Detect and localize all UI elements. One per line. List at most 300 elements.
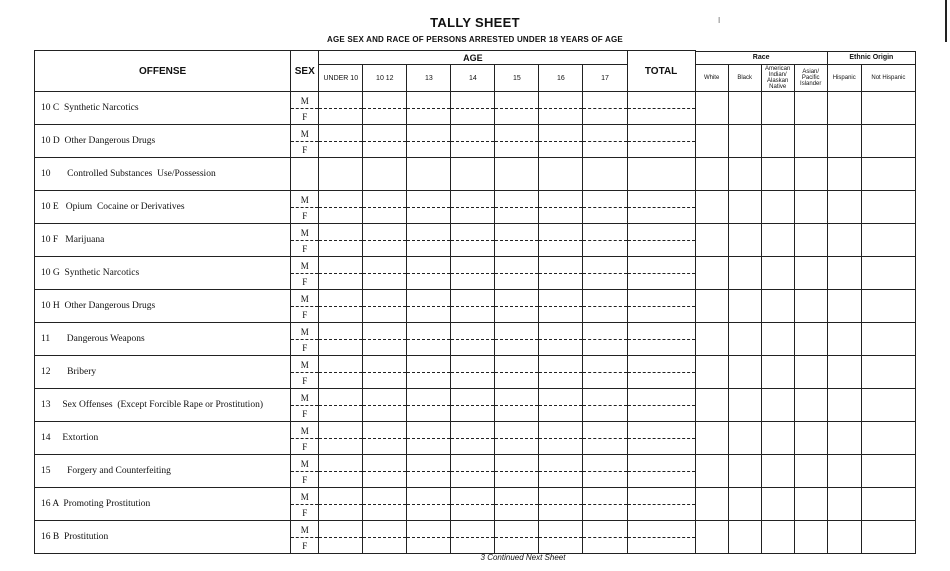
sex-divider	[451, 108, 494, 109]
sex-divider	[539, 372, 582, 373]
race-tally-cell[interactable]	[728, 521, 761, 554]
age-tally-cell[interactable]	[495, 488, 539, 521]
total-tally-cell[interactable]	[627, 422, 695, 455]
race-tally-cell[interactable]	[861, 422, 915, 455]
race-tally-cell[interactable]	[728, 356, 761, 389]
total-tally-cell[interactable]	[627, 158, 695, 191]
sex-divider	[363, 240, 406, 241]
age-tally-cell[interactable]	[583, 356, 627, 389]
race-tally-cell[interactable]	[761, 422, 794, 455]
age-tally-cell[interactable]	[363, 257, 407, 290]
race-tally-cell[interactable]	[794, 488, 827, 521]
race-tally-cell[interactable]	[761, 488, 794, 521]
race-tally-cell[interactable]	[827, 521, 861, 554]
offense-label: 16 A Promoting Prostitution	[35, 488, 291, 521]
sex-divider	[363, 405, 406, 406]
total-tally-cell[interactable]	[627, 455, 695, 488]
age-tally-cell[interactable]	[451, 389, 495, 422]
race-tally-cell[interactable]	[728, 257, 761, 290]
age-tally-cell[interactable]	[583, 323, 627, 356]
sheet-title: TALLY SHEET	[430, 15, 520, 30]
race-tally-cell[interactable]	[761, 290, 794, 323]
sex-divider	[363, 207, 406, 208]
race-tally-cell[interactable]	[794, 356, 827, 389]
offense-label: 13 Sex Offenses (Except Forcible Rape or Prostitution)	[35, 389, 291, 422]
age-tally-cell[interactable]	[451, 224, 495, 257]
race-tally-cell[interactable]	[728, 224, 761, 257]
race-tally-cell[interactable]	[695, 422, 728, 455]
age-tally-cell[interactable]	[583, 488, 627, 521]
race-tally-cell[interactable]	[695, 455, 728, 488]
race-tally-cell[interactable]	[728, 125, 761, 158]
race-tally-cell[interactable]	[728, 323, 761, 356]
age-tally-cell[interactable]	[407, 455, 451, 488]
offense-row	[35, 158, 916, 191]
age-tally-cell[interactable]	[539, 224, 583, 257]
race-tally-cell[interactable]	[827, 257, 861, 290]
age-tally-cell[interactable]	[319, 257, 363, 290]
sex-divider	[363, 504, 406, 505]
sex-divider	[363, 141, 406, 142]
race-tally-cell[interactable]	[728, 488, 761, 521]
race-tally-cell[interactable]	[761, 389, 794, 422]
race-tally-cell[interactable]	[861, 257, 915, 290]
total-tally-cell[interactable]	[627, 389, 695, 422]
sex-divider	[628, 273, 695, 274]
race-tally-cell[interactable]	[695, 389, 728, 422]
sex-divider	[583, 339, 626, 340]
sex-female-label: F	[302, 342, 308, 353]
age-tally-cell[interactable]	[407, 356, 451, 389]
race-tally-cell[interactable]	[827, 191, 861, 224]
age-tally-cell[interactable]	[495, 455, 539, 488]
race-tally-cell[interactable]	[761, 191, 794, 224]
age-tally-cell[interactable]	[495, 125, 539, 158]
sex-male-label: M	[291, 93, 318, 109]
age-tally-cell[interactable]	[583, 257, 627, 290]
age-tally-cell[interactable]	[319, 92, 363, 125]
age-tally-cell[interactable]	[407, 257, 451, 290]
age-tally-cell[interactable]	[539, 356, 583, 389]
age-tally-cell[interactable]	[407, 488, 451, 521]
age-tally-cell[interactable]	[583, 191, 627, 224]
age-tally-cell[interactable]	[451, 356, 495, 389]
race-tally-cell[interactable]	[695, 158, 728, 191]
race-tally-cell[interactable]	[827, 158, 861, 191]
age-tally-cell[interactable]	[539, 488, 583, 521]
race-tally-cell[interactable]	[794, 92, 827, 125]
age-tally-cell[interactable]	[539, 257, 583, 290]
race-tally-cell[interactable]	[761, 455, 794, 488]
age-tally-cell[interactable]	[363, 323, 407, 356]
age-tally-cell[interactable]	[583, 125, 627, 158]
race-tally-cell[interactable]	[794, 257, 827, 290]
total-tally-cell[interactable]	[627, 191, 695, 224]
age-tally-cell[interactable]	[539, 92, 583, 125]
race-tally-cell[interactable]	[695, 323, 728, 356]
sex-divider	[583, 372, 626, 373]
age-tally-cell[interactable]	[363, 158, 407, 191]
sex-divider	[451, 504, 494, 505]
age-tally-cell[interactable]	[407, 224, 451, 257]
sex-divider	[583, 504, 626, 505]
sex-divider	[495, 141, 538, 142]
sex-divider	[539, 339, 582, 340]
sex-divider	[407, 537, 450, 538]
sex-cell	[291, 455, 319, 488]
sex-divider	[539, 240, 582, 241]
continued-note: 3 Continued Next Sheet	[480, 553, 566, 562]
race-tally-cell[interactable]	[861, 158, 915, 191]
sex-divider	[319, 372, 362, 373]
age-tally-cell[interactable]	[495, 356, 539, 389]
race-tally-cell[interactable]	[861, 323, 915, 356]
total-tally-cell[interactable]	[627, 224, 695, 257]
sex-divider	[407, 438, 450, 439]
race-tally-cell[interactable]	[861, 92, 915, 125]
total-tally-cell[interactable]	[627, 488, 695, 521]
age-tally-cell[interactable]	[495, 290, 539, 323]
total-tally-cell[interactable]	[627, 356, 695, 389]
race-tally-cell[interactable]	[861, 455, 915, 488]
age-tally-cell[interactable]	[583, 158, 627, 191]
age-tally-cell[interactable]	[495, 389, 539, 422]
sex-divider	[495, 306, 538, 307]
age-tally-cell[interactable]	[451, 521, 495, 554]
offense-row	[35, 521, 916, 554]
sex-divider	[407, 471, 450, 472]
race-tally-cell[interactable]	[695, 125, 728, 158]
age-tally-cell[interactable]	[451, 323, 495, 356]
age-tally-cell[interactable]	[451, 455, 495, 488]
age-tally-cell[interactable]	[539, 389, 583, 422]
sex-divider	[407, 405, 450, 406]
age-tally-cell[interactable]	[407, 125, 451, 158]
age-tally-cell[interactable]	[539, 422, 583, 455]
sex-cell	[291, 488, 319, 521]
sex-male-label: M	[291, 489, 318, 505]
age-tally-cell[interactable]	[583, 521, 627, 554]
sex-divider	[583, 405, 626, 406]
sex-divider	[495, 372, 538, 373]
sex-divider	[407, 108, 450, 109]
age-tally-cell[interactable]	[407, 191, 451, 224]
total-tally-cell[interactable]	[627, 323, 695, 356]
sex-divider	[495, 537, 538, 538]
race-tally-cell[interactable]	[827, 125, 861, 158]
sex-divider	[319, 504, 362, 505]
age-tally-cell[interactable]	[583, 455, 627, 488]
sex-cell	[291, 422, 319, 455]
age-tally-cell[interactable]	[319, 224, 363, 257]
age-tally-cell[interactable]	[539, 125, 583, 158]
age-tally-cell[interactable]	[451, 488, 495, 521]
age-tally-cell[interactable]	[583, 290, 627, 323]
sex-divider	[495, 108, 538, 109]
offense-label: 10 H Other Dangerous Drugs	[35, 290, 291, 323]
total-tally-cell[interactable]	[627, 257, 695, 290]
age-tally-cell[interactable]	[363, 422, 407, 455]
age-tally-cell[interactable]	[583, 389, 627, 422]
race-tally-cell[interactable]	[728, 422, 761, 455]
race-col-asian-pacific: Asian/ Pacific Islander	[794, 65, 827, 92]
sex-female-label: F	[302, 474, 308, 485]
age-tally-cell[interactable]	[319, 290, 363, 323]
sex-divider	[451, 537, 494, 538]
age-tally-cell[interactable]	[583, 422, 627, 455]
race-tally-cell[interactable]	[761, 224, 794, 257]
age-tally-cell[interactable]	[495, 158, 539, 191]
age-tally-cell[interactable]	[407, 389, 451, 422]
race-tally-cell[interactable]	[761, 125, 794, 158]
race-tally-cell[interactable]	[695, 224, 728, 257]
race-tally-cell[interactable]	[728, 290, 761, 323]
sex-female-label: F	[302, 210, 308, 221]
race-tally-cell[interactable]	[827, 224, 861, 257]
sex-divider	[319, 207, 362, 208]
age-tally-cell[interactable]	[319, 455, 363, 488]
ethnic-header: Ethnic Origin	[827, 51, 915, 64]
race-tally-cell[interactable]	[761, 257, 794, 290]
sex-divider	[539, 537, 582, 538]
sex-divider	[628, 306, 695, 307]
sex-female-label: F	[302, 276, 308, 287]
race-tally-cell[interactable]	[861, 488, 915, 521]
race-tally-cell[interactable]	[794, 290, 827, 323]
offense-row	[35, 191, 916, 224]
age-col-under-10: UNDER 10	[319, 65, 363, 92]
age-col-10-12: 10 12	[363, 65, 407, 92]
age-tally-cell[interactable]	[319, 125, 363, 158]
race-tally-cell[interactable]	[794, 158, 827, 191]
age-tally-cell[interactable]	[363, 224, 407, 257]
race-tally-cell[interactable]	[827, 323, 861, 356]
sex-cell	[291, 125, 319, 158]
offense-label: 10 D Other Dangerous Drugs	[35, 125, 291, 158]
sex-divider	[363, 372, 406, 373]
race-tally-cell[interactable]	[794, 521, 827, 554]
race-tally-cell[interactable]	[728, 92, 761, 125]
age-tally-cell[interactable]	[363, 125, 407, 158]
race-tally-cell[interactable]	[794, 125, 827, 158]
age-col-17: 17	[583, 65, 627, 92]
age-tally-cell[interactable]	[363, 191, 407, 224]
sex-male-label: M	[291, 522, 318, 538]
age-tally-cell[interactable]	[319, 158, 363, 191]
age-tally-cell[interactable]	[539, 323, 583, 356]
sex-divider	[319, 405, 362, 406]
sex-divider	[628, 240, 695, 241]
race-tally-cell[interactable]	[761, 356, 794, 389]
race-tally-cell[interactable]	[827, 488, 861, 521]
age-tally-cell[interactable]	[539, 191, 583, 224]
sex-female-label: F	[302, 375, 308, 386]
total-tally-cell[interactable]	[627, 290, 695, 323]
age-tally-cell[interactable]	[363, 521, 407, 554]
sex-divider	[628, 339, 695, 340]
race-col-black: Black	[728, 65, 761, 92]
sex-divider	[319, 273, 362, 274]
sex-divider	[495, 240, 538, 241]
race-tally-cell[interactable]	[695, 290, 728, 323]
race-tally-cell[interactable]	[861, 125, 915, 158]
age-col-13: 13	[407, 65, 451, 92]
race-tally-cell[interactable]	[827, 389, 861, 422]
age-tally-cell[interactable]	[451, 191, 495, 224]
sex-divider	[319, 537, 362, 538]
age-tally-cell[interactable]	[495, 224, 539, 257]
age-tally-cell[interactable]	[407, 92, 451, 125]
age-tally-cell[interactable]	[451, 158, 495, 191]
race-col-american-indian: American Indian/ Alaskan Native	[761, 65, 794, 92]
age-tally-cell[interactable]	[319, 191, 363, 224]
sex-cell	[291, 389, 319, 422]
total-tally-cell[interactable]	[627, 92, 695, 125]
race-tally-cell[interactable]	[728, 389, 761, 422]
age-tally-cell[interactable]	[451, 422, 495, 455]
age-tally-cell[interactable]	[319, 488, 363, 521]
sex-divider	[539, 471, 582, 472]
age-tally-cell[interactable]	[363, 92, 407, 125]
age-tally-cell[interactable]	[583, 92, 627, 125]
race-tally-cell[interactable]	[827, 455, 861, 488]
sex-divider	[451, 207, 494, 208]
age-tally-cell[interactable]	[407, 521, 451, 554]
race-tally-cell[interactable]	[695, 92, 728, 125]
age-tally-cell[interactable]	[495, 521, 539, 554]
race-tally-cell[interactable]	[861, 389, 915, 422]
sex-male-label: M	[291, 291, 318, 307]
sex-divider	[407, 372, 450, 373]
race-tally-cell[interactable]	[761, 158, 794, 191]
race-tally-cell[interactable]	[827, 92, 861, 125]
sex-male-label: M	[291, 258, 318, 274]
sex-divider	[583, 108, 626, 109]
sex-divider	[451, 141, 494, 142]
age-tally-cell[interactable]	[539, 455, 583, 488]
sex-divider	[628, 141, 695, 142]
age-tally-cell[interactable]	[407, 158, 451, 191]
race-tally-cell[interactable]	[827, 422, 861, 455]
sex-cell	[291, 290, 319, 323]
race-tally-cell[interactable]	[794, 323, 827, 356]
age-tally-cell[interactable]	[407, 323, 451, 356]
race-tally-cell[interactable]	[695, 521, 728, 554]
age-tally-cell[interactable]	[363, 290, 407, 323]
age-tally-cell[interactable]	[495, 257, 539, 290]
race-tally-cell[interactable]	[794, 191, 827, 224]
age-tally-cell[interactable]	[495, 191, 539, 224]
age-tally-cell[interactable]	[583, 224, 627, 257]
age-tally-cell[interactable]	[407, 290, 451, 323]
total-tally-cell[interactable]	[627, 521, 695, 554]
sex-divider	[539, 306, 582, 307]
age-tally-cell[interactable]	[539, 290, 583, 323]
race-tally-cell[interactable]	[695, 257, 728, 290]
race-tally-cell[interactable]	[861, 224, 915, 257]
age-tally-cell[interactable]	[319, 389, 363, 422]
sex-divider	[628, 537, 695, 538]
age-tally-cell[interactable]	[451, 125, 495, 158]
race-tally-cell[interactable]	[695, 191, 728, 224]
age-tally-cell[interactable]	[319, 521, 363, 554]
sex-divider	[495, 207, 538, 208]
sex-divider	[583, 471, 626, 472]
age-tally-cell[interactable]	[451, 257, 495, 290]
sex-divider	[363, 108, 406, 109]
race-tally-cell[interactable]	[827, 356, 861, 389]
race-tally-cell[interactable]	[861, 356, 915, 389]
race-tally-cell[interactable]	[728, 455, 761, 488]
sex-cell	[291, 356, 319, 389]
offense-row	[35, 455, 916, 488]
race-tally-cell[interactable]	[695, 488, 728, 521]
sex-cell	[291, 92, 319, 125]
age-tally-cell[interactable]	[319, 422, 363, 455]
sex-female-label: F	[302, 408, 308, 419]
total-tally-cell[interactable]	[627, 125, 695, 158]
age-tally-cell[interactable]	[451, 92, 495, 125]
age-tally-cell[interactable]	[539, 521, 583, 554]
race-tally-cell[interactable]	[794, 455, 827, 488]
age-tally-cell[interactable]	[319, 323, 363, 356]
sex-female-label: F	[302, 111, 308, 122]
sex-divider	[407, 504, 450, 505]
offense-row	[35, 125, 916, 158]
sex-divider	[319, 471, 362, 472]
offense-row	[35, 422, 916, 455]
age-tally-cell[interactable]	[407, 422, 451, 455]
race-tally-cell[interactable]	[794, 389, 827, 422]
age-header: AGE	[319, 51, 627, 65]
sex-divider	[583, 306, 626, 307]
sex-divider	[628, 471, 695, 472]
age-tally-cell[interactable]	[495, 422, 539, 455]
sex-cell	[291, 158, 319, 191]
race-tally-cell[interactable]	[728, 158, 761, 191]
race-tally-cell[interactable]	[794, 224, 827, 257]
race-tally-cell[interactable]	[794, 422, 827, 455]
offense-row	[35, 389, 916, 422]
age-tally-cell[interactable]	[363, 356, 407, 389]
race-tally-cell[interactable]	[761, 92, 794, 125]
race-tally-cell[interactable]	[861, 191, 915, 224]
age-tally-cell[interactable]	[363, 488, 407, 521]
age-tally-cell[interactable]	[363, 455, 407, 488]
sex-cell	[291, 191, 319, 224]
race-tally-cell[interactable]	[761, 323, 794, 356]
offense-label: 14 Extortion	[35, 422, 291, 455]
sex-divider	[539, 108, 582, 109]
race-tally-cell[interactable]	[761, 521, 794, 554]
offense-label: 15 Forgery and Counterfeiting	[35, 455, 291, 488]
race-tally-cell[interactable]	[861, 290, 915, 323]
age-tally-cell[interactable]	[539, 158, 583, 191]
age-tally-cell[interactable]	[363, 389, 407, 422]
sex-divider	[319, 141, 362, 142]
race-tally-cell[interactable]	[728, 191, 761, 224]
age-tally-cell[interactable]	[495, 323, 539, 356]
age-tally-cell[interactable]	[451, 290, 495, 323]
sex-divider	[407, 306, 450, 307]
race-tally-cell[interactable]	[861, 521, 915, 554]
age-tally-cell[interactable]	[319, 356, 363, 389]
race-tally-cell[interactable]	[827, 290, 861, 323]
age-tally-cell[interactable]	[495, 92, 539, 125]
sex-female-label: F	[302, 144, 308, 155]
race-tally-cell[interactable]	[695, 356, 728, 389]
age-col-16: 16	[539, 65, 583, 92]
